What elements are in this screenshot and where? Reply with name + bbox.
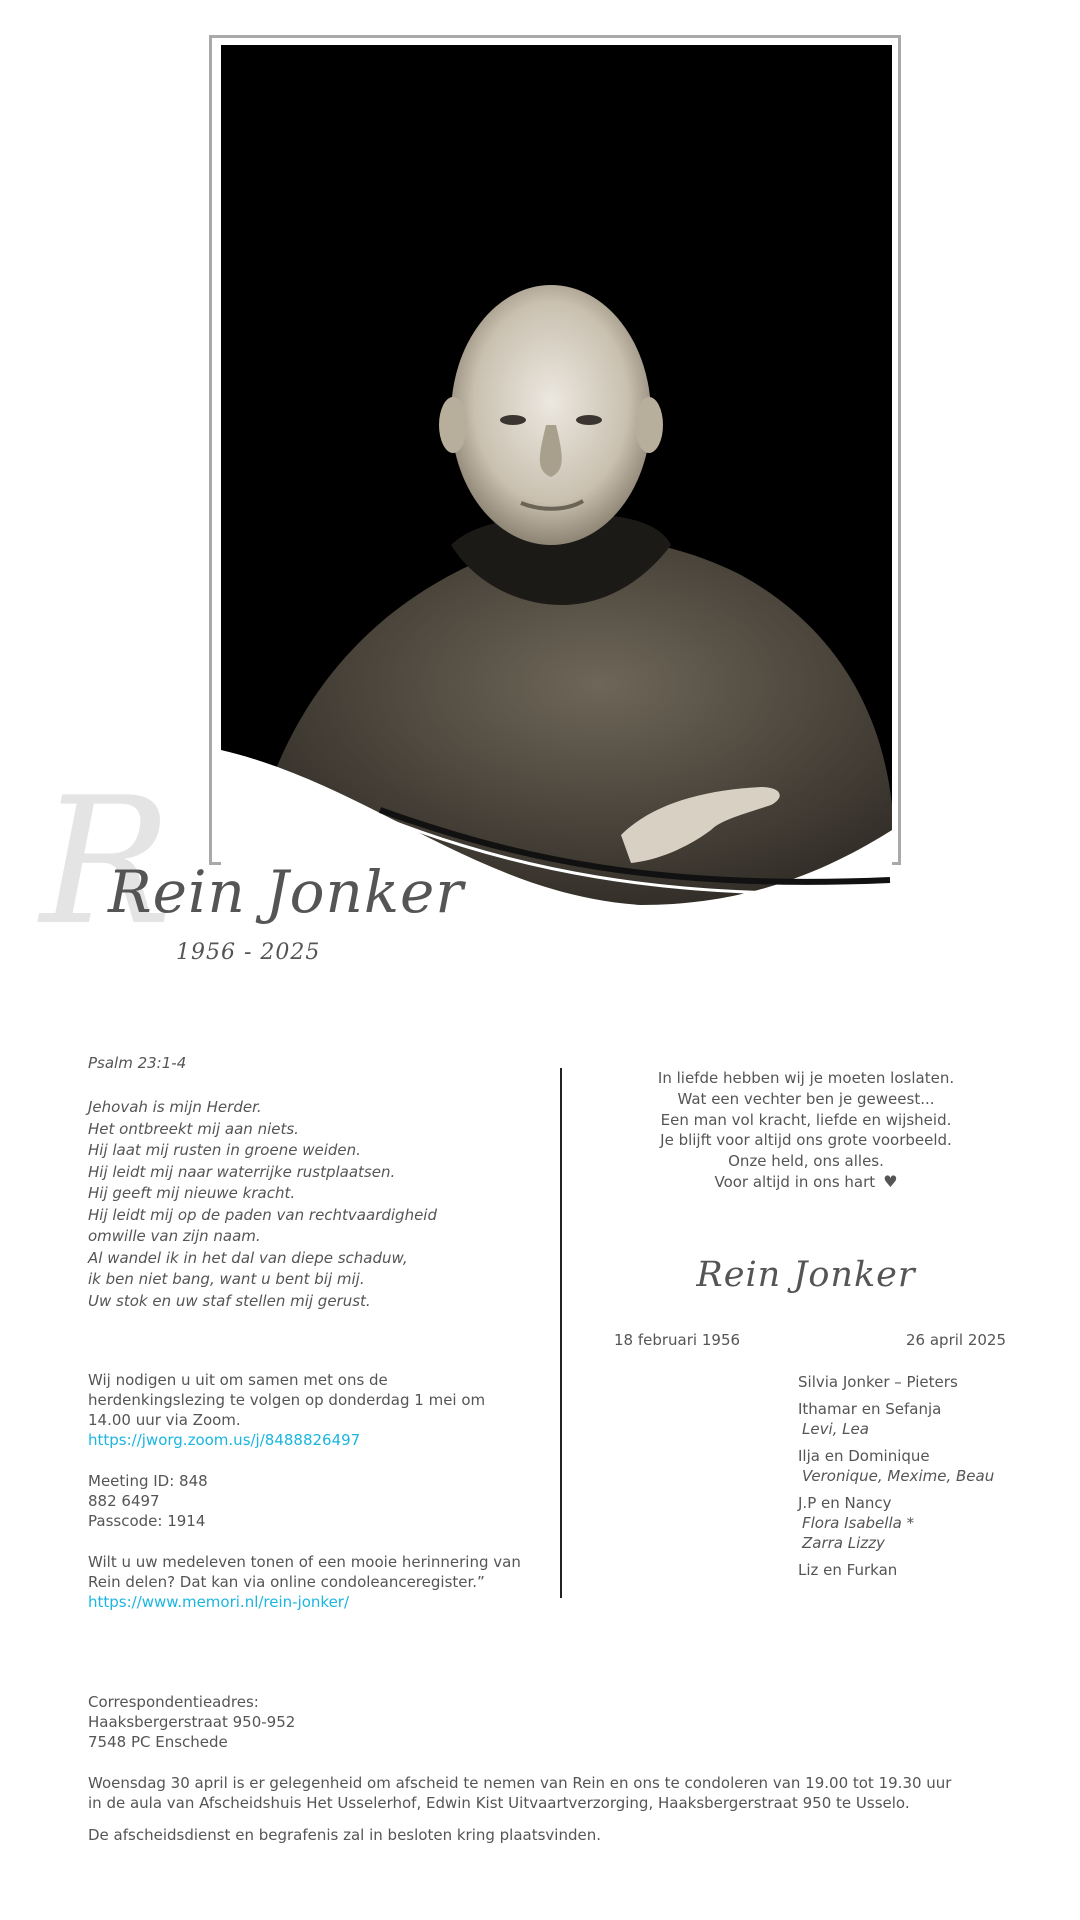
farewell-text-continued: in de aula van Afscheidshuis Het Usselerhof, Edwin Kist Uitvaartverzorging, Haaksbergerstraat 950 te Usselo. <box>88 1794 910 1812</box>
heart-icon: ♥ <box>883 1171 898 1191</box>
poem-line: In liefde hebben wij je moeten loslaten. <box>657 1069 955 1087</box>
psalm-line: Hij leidt mij naar waterrijke rustplaatsen. <box>88 1162 396 1181</box>
address-city: 7548 PC Enschede <box>88 1733 228 1751</box>
poem-line: Je blijft voor altijd ons grote voorbeeld. <box>660 1131 952 1150</box>
family-member: Liz en Furkan <box>798 1561 898 1579</box>
passcode: Passcode: 1914 <box>88 1512 206 1530</box>
psalm-line: Uw stok en uw staf stellen mij gerust. <box>88 1291 371 1310</box>
family-list <box>798 1372 994 1587</box>
psalm-line: ik ben niet bang, want u bent bij mij. <box>88 1270 365 1288</box>
family-entry <box>798 1493 994 1553</box>
poem <box>572 1068 1040 1193</box>
family-member: Ithamar en Sefanja <box>798 1400 942 1418</box>
family-entry <box>798 1560 994 1580</box>
zoom-link[interactable]: https://jworg.zoom.us/j/8488826497 <box>88 1431 361 1449</box>
family-entry <box>798 1372 994 1392</box>
address-label: Correspondentieadres: <box>88 1693 259 1711</box>
psalm-line: Hij geeft mij nieuwe kracht. <box>88 1184 296 1202</box>
condolence-text: Wilt u uw medeleven tonen of een mooie herinnering van Rein delen? Dat kan via online condoleanceregister.” <box>88 1553 521 1591</box>
poem-line: Voor altijd in ons hart <box>714 1172 876 1191</box>
invitation-section <box>88 1370 528 1633</box>
psalm-reference: Psalm 23:1-4 <box>88 1054 187 1072</box>
psalm-line: Hij leidt mij op de paden van rechtvaardigheid <box>88 1205 437 1224</box>
family-member: Silvia Jonker – Pieters <box>798 1373 958 1391</box>
family-entry <box>798 1399 994 1439</box>
family-member: Ilja en Dominique <box>798 1447 930 1465</box>
psalm-line: Het ontbreekt mij aan niets. <box>88 1119 299 1138</box>
service-note: De afscheidsdienst en begrafenis zal in besloten kring plaatsvinden. <box>88 1826 602 1844</box>
poem-last-line <box>572 1172 1040 1193</box>
life-years: 1956 - 2025 <box>176 940 321 965</box>
family-children: Veronique, Mexime, Beau <box>802 1467 995 1485</box>
psalm-line: Jehovah is mijn Herder. <box>88 1098 262 1116</box>
psalm-line: Al wandel ik in het dal van diepe schaduw, <box>88 1248 408 1267</box>
poem-line: Een man vol kracht, liefde en wijsheid. <box>660 1110 952 1129</box>
family-children: Flora Isabella * <box>802 1514 915 1532</box>
psalm-text <box>88 1097 437 1312</box>
poem-line: Onze held, ons alles. <box>728 1152 884 1171</box>
deceased-name-title: Rein Jonker <box>108 858 465 926</box>
column-divider <box>560 1068 562 1598</box>
farewell-text: Woensdag 30 april is er gelegenheid om afscheid te nemen van Rein en ons te condoleren van 19.00 tot 19.30 uur <box>88 1774 952 1792</box>
monogram-letter: R <box>40 761 172 964</box>
address-street: Haaksbergerstraat 950-952 <box>88 1713 296 1731</box>
poem-line: Wat een vechter ben je geweest... <box>677 1089 935 1108</box>
deceased-name: Rein Jonker <box>696 1255 916 1295</box>
psalm-line: omwille van zijn naam. <box>88 1227 261 1245</box>
family-children: Levi, Lea <box>802 1420 869 1438</box>
condolence-link[interactable]: https://www.memori.nl/rein-jonker/ <box>88 1593 350 1611</box>
family-entry <box>798 1446 994 1486</box>
family-children: Zarra Lizzy <box>802 1534 885 1552</box>
birth-date: 18 februari 1956 <box>614 1331 741 1349</box>
family-member: J.P en Nancy <box>798 1494 892 1512</box>
death-date: 26 april 2025 <box>906 1331 1007 1349</box>
invitation-text: Wij nodigen u uit om samen met ons de herdenkingslezing te volgen op donderdag 1 mei om 14.00 uur via Zoom. <box>88 1371 486 1429</box>
footer-section <box>88 1692 1028 1857</box>
meeting-id-continued: 882 6497 <box>88 1492 160 1510</box>
psalm-line: Hij laat mij rusten in groene weiden. <box>88 1141 361 1159</box>
meeting-id: Meeting ID: 848 <box>88 1472 208 1490</box>
